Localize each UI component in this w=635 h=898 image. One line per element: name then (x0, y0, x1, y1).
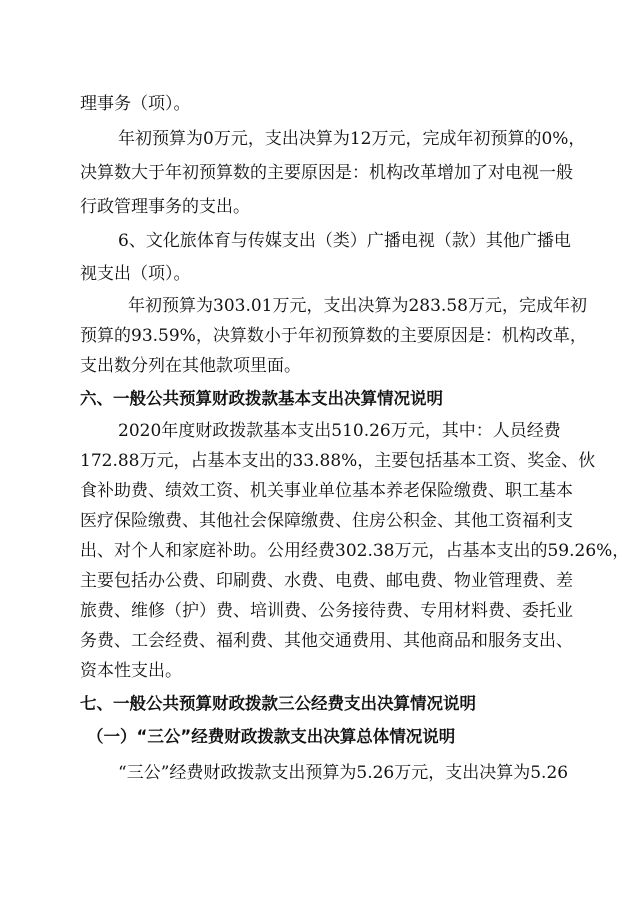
body-text-line: 旅费、维修（护）费、培训费、公务接待费、专用材料费、委托业 (80, 601, 573, 621)
subsection-heading: （一）“三公”经费财政拨款支出决算总体情况说明 (87, 727, 456, 746)
body-text-line: 年初预算为0万元，支出决算为12万元，完成年初预算的0%， (118, 129, 586, 149)
body-text-line: 资本性支出。 (80, 661, 182, 681)
section-heading: 七、一般公共预算财政拨款三公经费支出决算情况说明 (80, 694, 476, 713)
section-heading: 六、一般公共预算财政拨款基本支出决算情况说明 (80, 389, 443, 408)
body-text-line: “三公”经费财政拨款支出预算为5.26万元，支出决算为5.26 (118, 763, 569, 783)
body-text-line: 医疗保险缴费、其他社会保障缴费、住房公积金、其他工资福利支 (80, 511, 573, 531)
body-text-line: 支出数分列在其他款项里面。 (80, 356, 301, 376)
body-text-line: 理事务（项）。 (80, 94, 191, 114)
body-text-line: 172.88万元，占基本支出的33.88%，主要包括基本工资、奖金、伙 (80, 451, 596, 471)
body-text-line: 行政管理事务的支出。 (80, 197, 250, 217)
body-text-line: 视支出（项）。 (80, 264, 191, 284)
body-text-line: 2020年度财政拨款基本支出510.26万元，其中：人员经费 (118, 421, 561, 441)
body-text-line: 出、对个人和家庭补助。公用经费302.38万元，占基本支出的59.26%， (80, 541, 630, 561)
body-text-line: 预算的93.59%，决算数小于年初预算数的主要原因是：机构改革， (80, 326, 587, 346)
body-text-line: 务费、工会经费、福利费、其他交通费用、其他商品和服务支出、 (80, 631, 573, 651)
body-text-line: 决算数大于年初预算数的主要原因是：机构改革增加了对电视一般 (80, 163, 573, 183)
body-text-line: 6、文化旅体育与传媒支出（类）广播电视（款）其他广播电 (118, 231, 571, 251)
body-text-line: 食补助费、绩效工资、机关事业单位基本养老保险缴费、职工基本 (80, 481, 573, 501)
body-text-line: 年初预算为303.01万元，支出决算为283.58万元，完成年初 (128, 296, 587, 316)
body-text-line: 主要包括办公费、印刷费、水费、电费、邮电费、物业管理费、差 (80, 571, 573, 591)
